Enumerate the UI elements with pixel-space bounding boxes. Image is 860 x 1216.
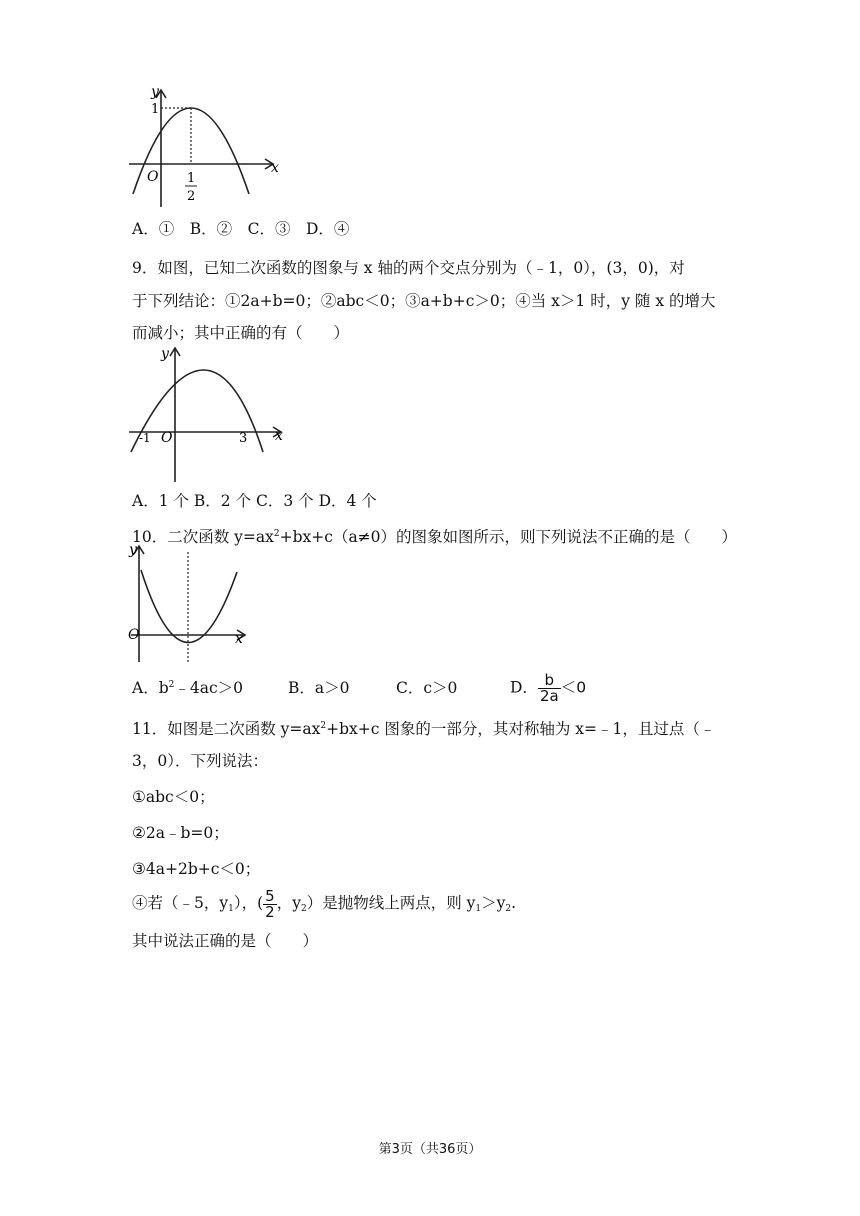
q11-line-2: 3，0）．下列说法： [132,752,268,770]
q10-option-b: B．a＞0 [288,678,350,697]
x-tick-numerator: 1 [187,171,196,186]
origin-label: O [128,627,140,643]
q9-options: A．1 个 B．2 个 C．3 个 D．4 个 [132,492,377,510]
q10-options [132,673,586,704]
x-tick-neg1: -1 [139,431,151,445]
q10-option-c: C．c＞0 [396,678,458,697]
y-axis-label: y [151,84,159,100]
parabola-graph-1 [125,82,285,212]
origin-label: O [147,169,159,185]
q9-line-1: 9．如图，已知二次函数的图象与 x 轴的两个交点分别为（﹣1，0），(3，0)，对 [132,259,685,277]
y-axis-label: y [161,346,169,362]
q10-stem: 10．二次函数 $y=ax^2+bx+c(a\ne 0)$的图象如图所示，则下列说法不正确的是（ ） [132,528,738,546]
q11-statement-4: ④若（﹣5，$y_1$），( $\frac{5}{2}$ ，$y_2$）是抛物线上两点，则 $y_1>y_2$. [132,886,517,921]
parabola-graph-2 [125,342,290,487]
x-axis-label: x [275,428,283,444]
fraction-b-over-2a: $\frac{b}{2a}$ [539,671,559,705]
fraction-5-over-2: $\frac{5}{2}$ [265,886,275,921]
page-footer: 第3页（共36页） [378,1142,482,1157]
q11-statement-2: ②2a﹣b=0； [132,824,229,842]
q11-statement-1: ①abc＜0； [132,788,215,806]
x-axis-label: x [235,631,243,647]
q9-line-3: 而减小；其中正确的有（ ） [132,324,350,342]
x-tick-3: 3 [239,431,248,446]
q8-options: A．① B．② C．③ D．④ [132,220,350,238]
y-tick-label: 1 [151,102,160,117]
parabola-graph-3 [125,540,260,668]
q10-option-d: D． $\frac{b}{2a}$ ＜0 [510,671,587,705]
origin-label: O [161,430,173,446]
q11-closing: 其中说法正确的是（ ） [132,932,319,950]
x-tick-denominator: 2 [187,189,196,204]
q10-option-a: A．$b^2﹣4ac>0$ [132,678,244,697]
y-axis-label: y [129,542,137,558]
q11-line-1: 11．如图是二次函数 $y=ax^2+bx+c$ 图象的一部分，其对称轴为 x=﹣1，且过点（﹣ [132,720,716,738]
x-axis-label: x [271,160,279,176]
q11-statement-3: ③4a+2b+c＜0； [132,860,261,878]
q9-line-2: 于下列结论：①2a+b=0；②abc＜0；③a+b+c＞0；④当 x＞1 时，y 随 x 的增大 [132,292,716,310]
